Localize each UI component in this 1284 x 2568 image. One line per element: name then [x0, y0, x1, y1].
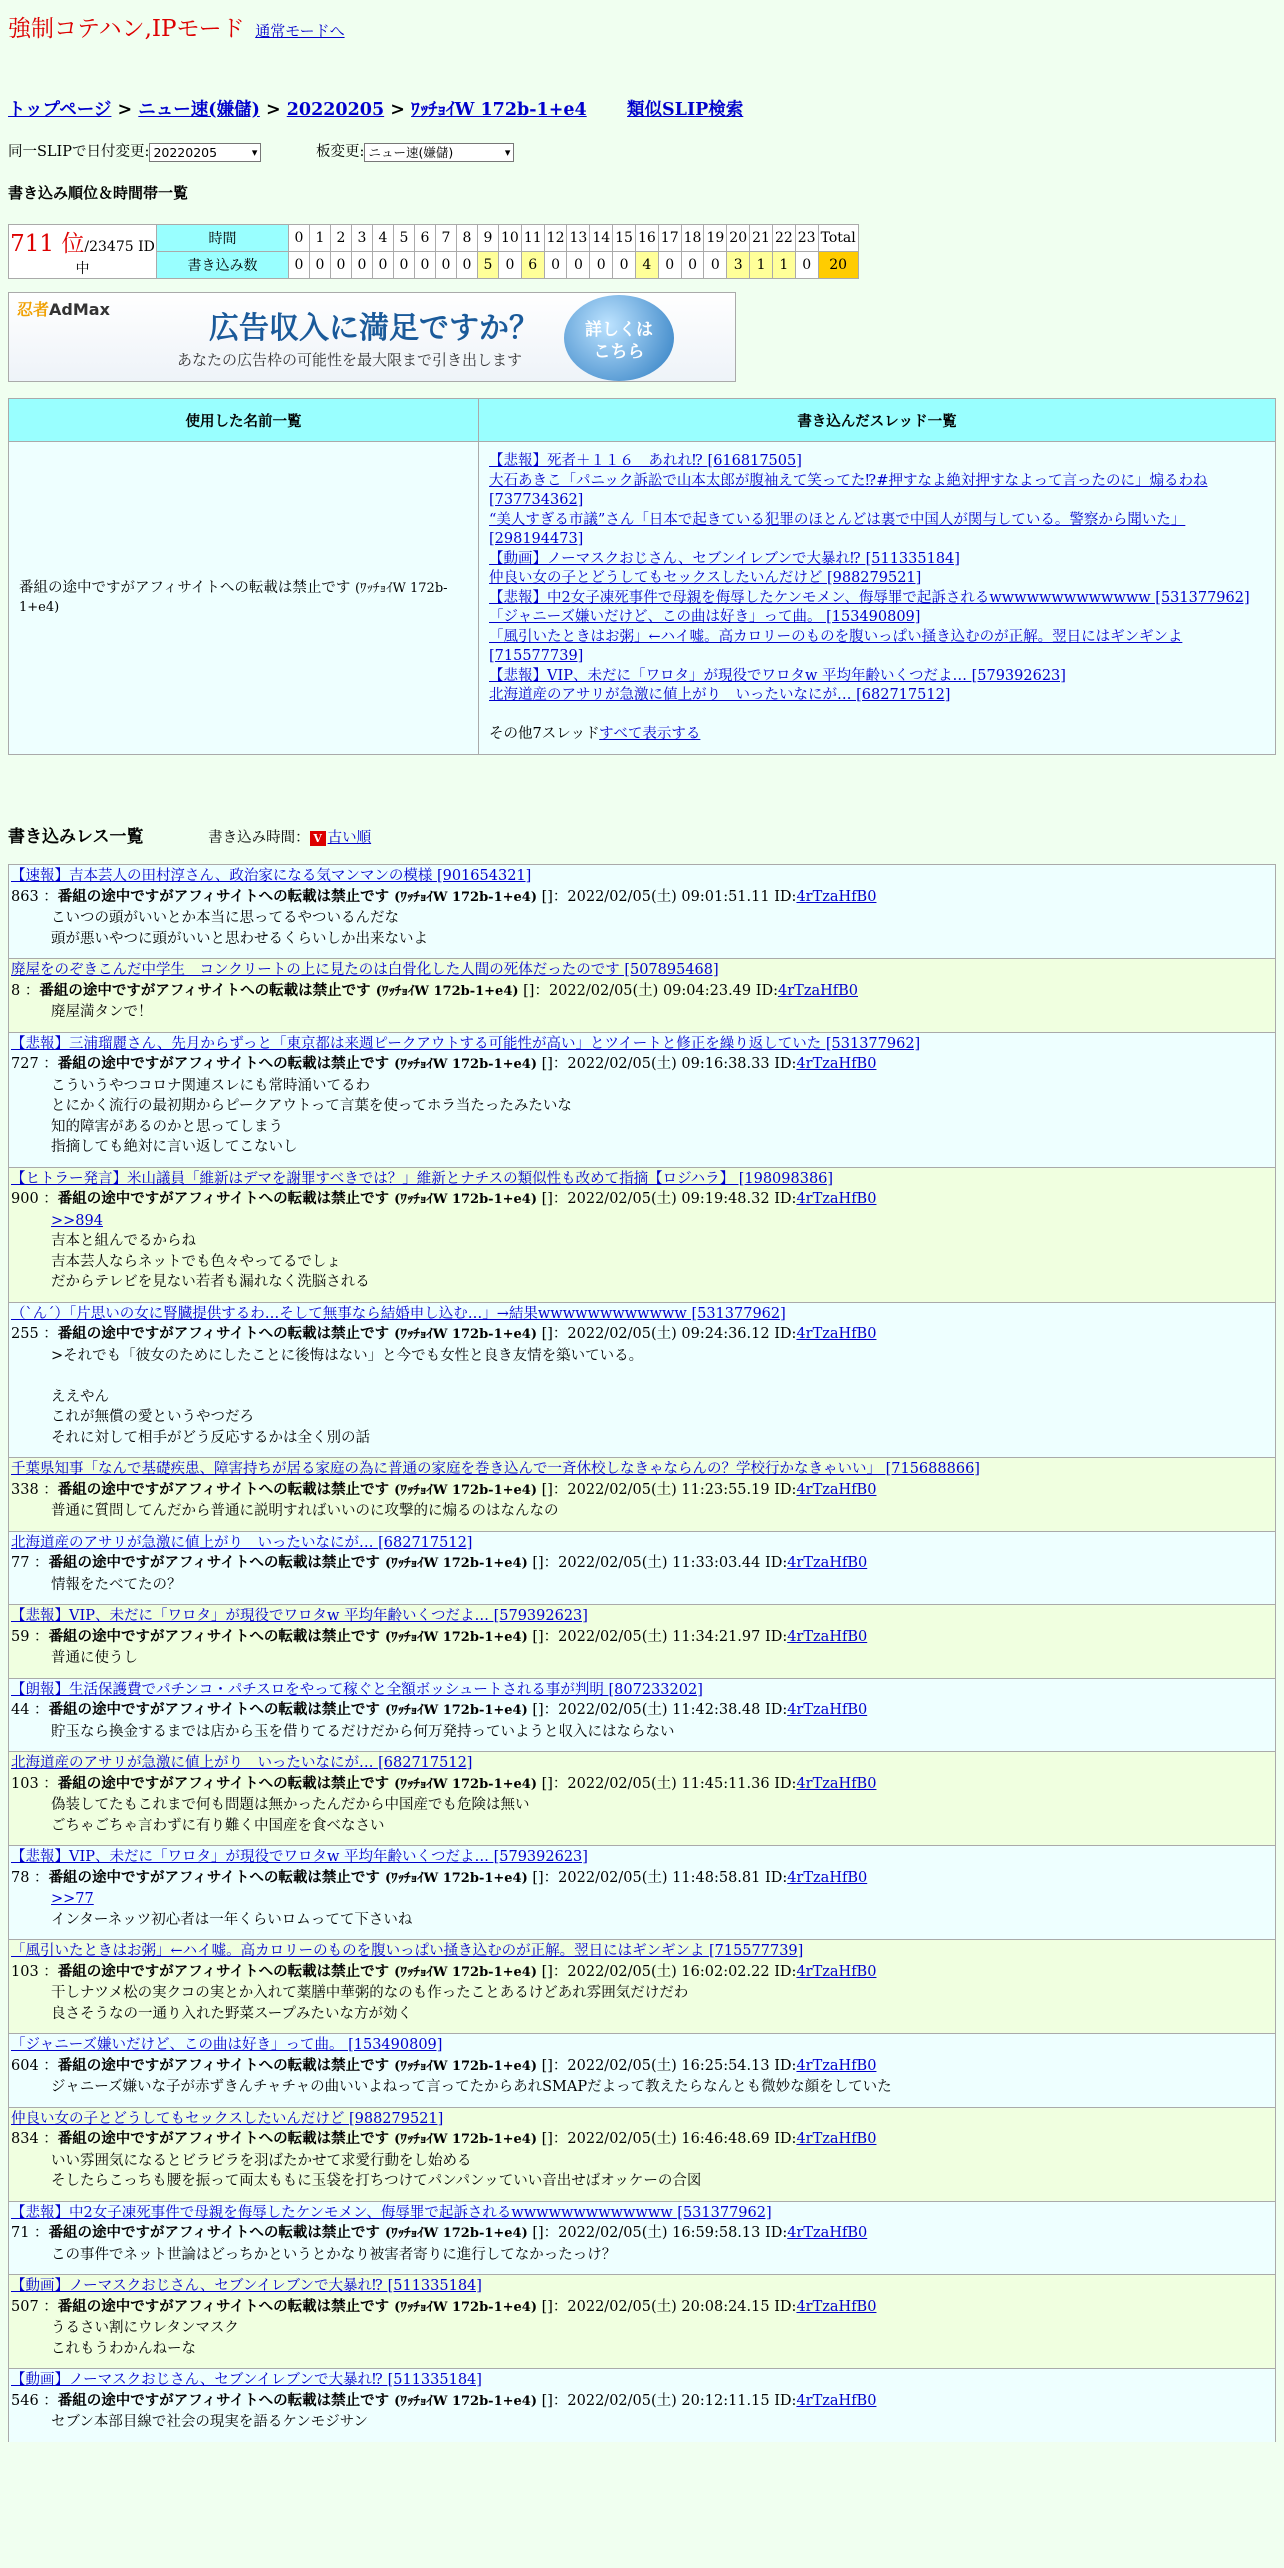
hour-cell: 2: [331, 225, 352, 252]
post-id-link[interactable]: 4rTzaHfB0: [796, 1056, 877, 1072]
post-id-link[interactable]: 4rTzaHfB0: [796, 2298, 877, 2315]
ad-brand: [17, 297, 110, 320]
post-thread-link[interactable]: 「ジャニーズ嫌いだけど、この曲は好き」って曲。 [153490809]: [11, 2037, 443, 2053]
post-ip: (ﾜｯﾁｮｲW 172b-1+e4): [394, 1482, 537, 1498]
post-id-link[interactable]: 4rTzaHfB0: [796, 2057, 877, 2074]
post-thread-link[interactable]: 【動画】ノーマスクおじさん、セブンイレブンで大暴れ⁉ [511335184]: [11, 2372, 482, 2388]
post-item: [8, 2201, 1276, 2275]
post-ip: (ﾜｯﾁｮｲW 172b-1+e4): [384, 2226, 528, 2241]
post-meta: [11, 2297, 1273, 2319]
post-body: 普通に使うし: [51, 1650, 138, 1666]
post-number: 338 ：: [11, 1481, 58, 1498]
post-ip: (ﾜｯﾁｮｲW 172b-1+e4): [384, 1556, 528, 1571]
res-header: [8, 822, 371, 847]
post-name: 番組の途中ですがアフィサイトへの転載は禁止です: [48, 1701, 385, 1718]
post-thread-link[interactable]: （`ん´）「片思いの女に腎臓提供するわ…そして無事なら結婚申し込む…」→結果wwwwwwwwwwww [531377962]: [11, 1305, 786, 1322]
post-ip: (ﾜｯﾁｮｲW 172b-1+e4): [384, 1870, 528, 1886]
post-body: >それでも「彼女のためにしたことに後悔はない」と今でも女性と良き友情を築いている。 ええやん これが無償の愛というやつだろ それに対して相手がどう反応するかは全く別の話: [51, 1347, 644, 1446]
post-number: 727 ：: [11, 1056, 58, 1072]
post-meta: [11, 1774, 1273, 1796]
breadcrumb-board[interactable]: ニュー速(嫌儲): [138, 100, 260, 120]
post-id-link[interactable]: 4rTzaHfB0: [796, 1963, 877, 1980]
count-cell: 0: [681, 252, 704, 279]
post-ip: (ﾜｯﾁｮｲW 172b-1+e4): [394, 1057, 537, 1072]
post-thread-link[interactable]: 【悲報】三浦瑠麗さん、先月からずっと「東京都は来週ピークアウトする可能性が高い」とツイートと修正を繰り返していた [531377962]: [11, 1035, 921, 1052]
post-thread-link[interactable]: 【速報】吉本芸人の田村淳さん、政治家になる気マンマンの模様 [901654321]: [11, 868, 532, 884]
similar-slip-search-link[interactable]: 類似SLIP検索: [627, 100, 744, 120]
count-label: 書き込み数: [157, 252, 289, 279]
hour-cell: 3: [352, 225, 373, 252]
date-select[interactable]: 20220205 ▾: [149, 143, 261, 162]
breadcrumb: [8, 96, 587, 121]
post-time: []：2022/02/05(土) 11:34:21.97 ID:: [527, 1628, 788, 1645]
post-name: 番組の途中ですがアフィサイトへの転載は禁止です: [48, 1868, 385, 1886]
post-time: []：2022/02/05(土) 09:04:23.49 ID:: [518, 982, 778, 999]
post-ip: (ﾜｯﾁｮｲW 172b-1+e4): [394, 2132, 537, 2147]
count-cell: 0: [394, 252, 415, 279]
hour-cell: 0: [289, 225, 310, 252]
post-body: こいつの頭がいいとか本当に思ってるやついるんだな 頭が悪いやつに頭がいいと思わせるくらいしか出来ないよ: [51, 910, 428, 947]
count-cell: 0: [613, 252, 636, 279]
count-cell: 3: [727, 252, 750, 279]
post-body: 干しナツメ松の実クコの実とか入れて薬膳中華粥的なのも作ったことあるけどあれ雰囲気だけだわ 良さそうなの一通り入れた野菜スープみたいな方が効く: [51, 1985, 689, 2022]
ad-cta-line1: 詳しくは: [585, 320, 653, 340]
post-body: >>894 吉本と組んでるからね 吉本芸人ならネットでも色々やってるでしょ だからテレビを見ない若者も漏れなく洗脳される: [51, 1212, 370, 1290]
breadcrumb-sep: >: [111, 100, 139, 120]
used-name: 番組の途中ですがアフィサイトへの転載は禁止です: [19, 579, 351, 596]
post-time: []：2022/02/05(土) 09:01:51.11 ID:: [536, 888, 797, 905]
threads-header: 書き込んだスレッド一覧: [479, 399, 1276, 442]
thread-link[interactable]: 「風引いたときはお粥」←ハイ嘘。高カロリーのものを腹いっぱい掻き込むのが正解。翌日にはギンギンよ [715577739]: [489, 628, 1183, 664]
hour-cell: 6: [415, 225, 436, 252]
post-time: []：2022/02/05(土) 20:12:11.15 ID:: [536, 2392, 797, 2409]
hour-cell: 12: [544, 225, 567, 252]
post-id-link[interactable]: 4rTzaHfB0: [796, 1326, 877, 1342]
post-thread-link[interactable]: 北海道産のアサリが急激に値上がり いったいなにが… [682717512]: [11, 1534, 473, 1551]
breadcrumb-slip[interactable]: ﾜｯﾁｮｲW 172b-1+e4: [411, 100, 587, 120]
post-item: [8, 1457, 1276, 1531]
hour-cell: 17: [658, 225, 681, 252]
order-label: 書き込み時間：: [208, 830, 310, 846]
post-thread-link[interactable]: 仲良い女の子とどうしてもセックスしたいんだけど [988279521]: [11, 2110, 444, 2127]
post-name: 番組の途中ですがアフィサイトへの転載は禁止です: [48, 2224, 385, 2241]
post-thread-link[interactable]: 【動画】ノーマスクおじさん、セブンイレブンで大暴れ⁉ [511335184]: [11, 2278, 482, 2294]
count-cell: 0: [658, 252, 681, 279]
post-body: 貯玉なら換金するまでは店から玉を借りてるだけだから何万発持っていようと収入にはならない: [51, 1723, 675, 1740]
hour-row: [9, 225, 859, 252]
thread-link[interactable]: 【悲報】中2女子凍死事件で母親を侮辱したケンモメン、侮辱罪で起訴されるwwwwwwwwwwwww [531377962]: [489, 589, 1250, 606]
hour-cell: 16: [635, 225, 658, 252]
ad-cta-line2: こちら: [593, 342, 645, 362]
count-cell: 0: [795, 252, 818, 279]
thread-link[interactable]: 【悲報】死者＋１１６ あれれ⁉ [616817505]: [489, 453, 802, 469]
count-cell: 0: [436, 252, 457, 279]
post-meta: [11, 1189, 1273, 1211]
hour-cell: 20: [727, 225, 750, 252]
post-meta: [11, 1324, 1273, 1346]
more-threads: [489, 725, 1265, 745]
post-name: 番組の途中ですがアフィサイトへの転載は禁止です: [48, 1627, 385, 1645]
post-item: [8, 2274, 1276, 2368]
hour-cell: 10: [499, 225, 522, 252]
post-thread-link[interactable]: 千葉県知事「なんで基礎疾患、障害持ちが居る家庭の為に普通の家庭を巻き込んで一斉休校しなきゃならんの？学校行かなきゃいい」 [715688866]: [11, 1461, 980, 1477]
post-time: []：2022/02/05(土) 16:59:58.13 ID:: [527, 2225, 788, 2241]
post-name: 番組の途中ですがアフィサイトへの転載は禁止です: [57, 1962, 395, 1980]
post-time: []：2022/02/05(土) 20:08:24.15 ID:: [536, 2298, 797, 2315]
count-cell: 0: [310, 252, 331, 279]
post-body: 普通に質問してんだから普通に説明すればいいのに攻撃的に煽るのはなんなの: [51, 1503, 559, 1519]
post-name: 番組の途中ですがアフィサイトへの転載は禁止です: [57, 2297, 395, 2315]
post-meta: [11, 2223, 1273, 2245]
post-number: 546 ：: [11, 2392, 58, 2409]
post-item: [8, 1302, 1276, 1458]
post-item: [8, 1531, 1276, 1605]
post-name: 番組の途中ですがアフィサイトへの転載は禁止です: [57, 2056, 395, 2074]
thread-link[interactable]: 大石あきこ「パニック訴訟で山本太郎が腹袖えて笑ってた⁉#押すなよ絶対押すなよって言ったのに」煽るわね [737734362]: [489, 472, 1208, 508]
post-number: 604 ：: [11, 2057, 58, 2074]
rank-cell: [9, 225, 157, 279]
post-item: [8, 1939, 1276, 2033]
hour-cell: 19: [704, 225, 727, 252]
thread-link[interactable]: 仲良い女の子とどうしてもセックスしたいんだけど [988279521]: [489, 570, 922, 586]
hour-cell: 23: [795, 225, 818, 252]
count-cell: 0: [590, 252, 613, 279]
post-number: 863 ：: [11, 888, 58, 905]
post-meta: [11, 981, 1273, 1003]
count-cell: 0: [704, 252, 727, 279]
ad-subtext: あなたの広告枠の可能性を最大限まで引き出します: [177, 351, 523, 369]
post-item: [8, 958, 1276, 1032]
board-select[interactable]: ニュー速(嫌儲) ▾: [364, 143, 514, 162]
post-thread-link[interactable]: 【ヒトラー発言】米山議員「維新はデマを謝罪すべきでは？」維新とナチスの類似性も改めて指摘【ロジハラ】 [198098386]: [11, 1170, 834, 1187]
post-meta: [11, 1553, 1273, 1575]
post-id-link[interactable]: 4rTzaHfB0: [787, 1555, 868, 1571]
reply-anchor-link[interactable]: >>894: [51, 1212, 103, 1229]
thread-links: [489, 452, 1265, 706]
post-time: []：2022/02/05(土) 09:16:38.33 ID:: [536, 1056, 797, 1072]
breadcrumb-sep: >: [384, 100, 411, 120]
post-body: 廃屋満タンで！: [51, 1004, 153, 1020]
post-time: []：2022/02/05(土) 11:23:55.19 ID:: [536, 1481, 797, 1498]
post-id-link[interactable]: 4rTzaHfB0: [787, 1628, 868, 1645]
post-ip: (ﾜｯﾁｮｲW 172b-1+e4): [394, 2058, 537, 2074]
hour-cell: Total: [818, 225, 858, 252]
thread-link[interactable]: 【動画】ノーマスクおじさん、セブンイレブンで大暴れ⁉ [511335184]: [489, 550, 960, 567]
post-number: 507 ：: [11, 2298, 58, 2315]
rank-value: 711 位: [10, 231, 85, 257]
used-name-ip: (ﾜｯﾁｮｲW 172b-1+e4): [19, 580, 448, 615]
post-name: 番組の途中ですがアフィサイトへの転載は禁止です: [57, 1325, 395, 1342]
count-cell: 0: [567, 252, 590, 279]
post-meta: [11, 1868, 1273, 1890]
filter-controls: [8, 140, 514, 162]
count-cell: 1: [750, 252, 773, 279]
ranking-table: [8, 224, 859, 279]
post-number: 900 ：: [11, 1191, 58, 1207]
hour-cell: 15: [613, 225, 636, 252]
count-cell: 0: [289, 252, 310, 279]
thread-link[interactable]: 【悲報】VIP、未だに「ワロタ」が現役でワロタw 平均年齢いくつだよ… [579392623]: [489, 667, 1066, 684]
summary-table: [8, 398, 1276, 755]
post-name: 番組の途中ですがアフィサイトへの転載は禁止です: [57, 1480, 395, 1498]
post-body: セブン本部目線で社会の現実を語るケンモジサン: [51, 2414, 368, 2430]
post-thread-link[interactable]: 廃屋をのぞきこんだ中学生 コンクリートの上に見たのは白骨化した人間の死体だったのです [507895468]: [11, 962, 719, 978]
hour-cell: 22: [772, 225, 795, 252]
post-time: []：2022/02/05(土) 09:24:36.12 ID:: [536, 1326, 797, 1342]
post-ip: (ﾜｯﾁｮｲW 172b-1+e4): [384, 1629, 528, 1645]
post-meta: [11, 1962, 1273, 1984]
post-id-link[interactable]: 4rTzaHfB0: [777, 982, 858, 999]
count-cell: 0: [373, 252, 394, 279]
count-cell: 0: [499, 252, 522, 279]
post-id-link[interactable]: 4rTzaHfB0: [796, 1191, 877, 1207]
post-name: 番組の途中ですがアフィサイトへの転載は禁止です: [57, 1774, 395, 1792]
count-cell: 5: [478, 252, 499, 279]
hour-cell: 21: [750, 225, 773, 252]
post-item: [8, 1032, 1276, 1167]
post-item: [8, 864, 1276, 958]
post-id-link[interactable]: 4rTzaHfB0: [796, 1775, 877, 1792]
post-number: 8 ：: [11, 982, 40, 999]
post-id-link[interactable]: 4rTzaHfB0: [787, 2225, 868, 2241]
hour-cell: 1: [310, 225, 331, 252]
post-id-link[interactable]: 4rTzaHfB0: [796, 2392, 877, 2409]
post-item: [8, 1751, 1276, 1845]
hour-cell: 18: [681, 225, 704, 252]
hour-cell: 5: [394, 225, 415, 252]
post-item: [8, 1678, 1276, 1752]
post-name: 番組の途中ですがアフィサイトへの転載は禁止です: [39, 981, 376, 999]
post-body: いい雰囲気になるとビラビラを羽ばたかせて求愛行動をし始める そしたらこっちも腰を振って両太ももに玉袋を打ちつけてパンパンッていい音出せばオッケーの合図: [51, 2152, 702, 2189]
post-meta: [11, 887, 1273, 909]
post-number: 71 ：: [11, 2225, 49, 2241]
post-body: この事件でネット世論はどっちかというとかなり被害者寄りに進行してなかったっけ？: [51, 2246, 617, 2263]
thread-list: [479, 442, 1276, 755]
post-number: 78 ：: [11, 1869, 49, 1886]
thread-link[interactable]: 「ジャニーズ嫌いだけど、この曲は好き」って曲。 [153490809]: [489, 609, 921, 625]
count-cell: 0: [544, 252, 567, 279]
count-cell: 0: [331, 252, 352, 279]
count-cell: 4: [635, 252, 658, 279]
post-item: [8, 2033, 1276, 2107]
breadcrumb-sep: >: [259, 100, 287, 120]
post-time: []：2022/02/05(土) 16:02:02.22 ID:: [536, 1963, 797, 1980]
ad-cta-button[interactable]: [564, 295, 674, 381]
count-cell: 0: [415, 252, 436, 279]
post-number: 834 ：: [11, 2131, 58, 2147]
post-meta: [11, 1480, 1273, 1502]
post-time: []：2022/02/05(土) 11:48:58.81 ID:: [527, 1869, 788, 1886]
sort-icon[interactable]: V: [310, 831, 326, 846]
post-item: [8, 1604, 1276, 1678]
hour-cell: 9: [478, 225, 499, 252]
post-item: [8, 2107, 1276, 2201]
post-number: 59 ：: [11, 1628, 49, 1645]
post-item: [8, 2368, 1276, 2442]
reply-anchor-link[interactable]: >>77: [51, 1891, 94, 1907]
total-count-cell: 20: [818, 252, 858, 279]
post-meta: [11, 2129, 1273, 2151]
ad-banner[interactable]: [8, 292, 736, 382]
res-title: 書き込みレス一覧: [8, 827, 144, 847]
hour-cell: 13: [567, 225, 590, 252]
post-name: 番組の途中ですがアフィサイトへの転載は禁止です: [57, 2130, 395, 2147]
name-list: [9, 442, 479, 755]
board-change-label: 板変更:: [316, 144, 365, 160]
post-number: 103 ：: [11, 1963, 58, 1980]
ad-headline: 広告収入に満足ですか？: [209, 311, 539, 346]
post-time: []：2022/02/05(土) 16:46:48.69 ID:: [536, 2131, 797, 2147]
post-body: ジャニーズ嫌いな子が赤ずきんチャチャの曲いいよねって言ってたからあれSMAPだよって教えたらなんとも微妙な顔をしていた: [51, 2079, 892, 2095]
post-meta: [11, 2391, 1273, 2413]
sort-oldest-link[interactable]: 古い順: [327, 830, 372, 846]
post-ip: (ﾜｯﾁｮｲW 172b-1+e4): [375, 983, 519, 999]
post-ip: (ﾜｯﾁｮｲW 172b-1+e4): [394, 1964, 537, 1980]
post-id-link[interactable]: 4rTzaHfB0: [787, 1869, 868, 1886]
post-meta: [11, 1700, 1273, 1722]
post-ip: (ﾜｯﾁｮｲW 172b-1+e4): [394, 2299, 537, 2315]
post-id-link[interactable]: 4rTzaHfB0: [796, 888, 877, 905]
post-name: 番組の途中ですがアフィサイトへの転載は禁止です: [57, 1190, 395, 1207]
post-id-link[interactable]: 4rTzaHfB0: [796, 2131, 877, 2147]
ad-brand-a: 忍者: [17, 300, 50, 319]
breadcrumb-date[interactable]: 20220205: [286, 100, 385, 120]
ranking-title: 書き込み順位＆時間帯一覧: [8, 184, 189, 202]
post-thread-link[interactable]: 【朗報】生活保護費でパチンコ・パチスロをやって稼ぐと全額ボッシュートされる事が判明 [807233202]: [11, 1681, 703, 1698]
post-id-link[interactable]: 4rTzaHfB0: [787, 1702, 868, 1718]
hour-cell: 14: [590, 225, 613, 252]
post-id-link[interactable]: 4rTzaHfB0: [796, 1481, 877, 1498]
count-cell: 1: [772, 252, 795, 279]
breadcrumb-home[interactable]: トップページ: [8, 100, 112, 120]
hour-cell: 11: [521, 225, 544, 252]
normal-mode-link[interactable]: 通常モードへ: [255, 22, 345, 40]
post-time: []：2022/02/05(土) 11:33:03.44 ID:: [527, 1555, 788, 1571]
thread-link[interactable]: 北海道産のアサリが急激に値上がり いったいなにが… [682717512]: [489, 687, 951, 703]
hour-cell: 8: [457, 225, 478, 252]
post-name: 番組の途中ですがアフィサイトへの転載は禁止です: [57, 887, 395, 905]
count-cell: 0: [352, 252, 373, 279]
hour-cell: 4: [373, 225, 394, 252]
post-time: []：2022/02/05(土) 09:19:48.32 ID:: [536, 1191, 797, 1207]
post-list: [8, 864, 1276, 2442]
post-meta: [11, 2056, 1273, 2078]
rank-total: /23475 ID中: [75, 239, 155, 277]
post-body: うるさい割にウレタンマスク これもうわかんねーな: [51, 2320, 239, 2357]
show-all-threads-link[interactable]: すべて表示する: [599, 725, 701, 742]
post-thread-link[interactable]: 「風引いたときはお粥」←ハイ嘘。高カロリーのものを腹いっぱい掻き込むのが正解。翌日にはギンギンよ [715577739]: [11, 1943, 804, 1959]
post-body: 偽装してたもこれまで何も問題は無かったんだから中国産でも危険は無い ごちゃごちゃ言わずに有り難く中国産を食べなさい: [51, 1797, 530, 1834]
post-body: 情報をたべてたの？: [51, 1576, 182, 1593]
post-name: 番組の途中ですがアフィサイトへの転載は禁止です: [57, 2391, 395, 2409]
post-number: 255 ：: [11, 1326, 58, 1342]
hour-cell: 7: [436, 225, 457, 252]
post-thread-link[interactable]: 【悲報】VIP、未だに「ワロタ」が現役でワロタw 平均年齢いくつだよ… [579392623]: [11, 1849, 588, 1865]
post-number: 77 ：: [11, 1555, 49, 1571]
hour-label: 時間: [157, 225, 289, 252]
date-change-label: 同一SLIPで日付変更:: [8, 144, 150, 160]
post-ip: (ﾜｯﾁｮｲW 172b-1+e4): [394, 1327, 537, 1342]
post-thread-link[interactable]: 【悲報】VIP、未だに「ワロタ」が現役でワロタw 平均年齢いくつだよ… [579392623]: [11, 1608, 588, 1624]
mode-header: [8, 10, 345, 43]
post-item: [8, 1167, 1276, 1302]
post-name: 番組の途中ですがアフィサイトへの転載は禁止です: [57, 1055, 395, 1072]
count-cell: 0: [457, 252, 478, 279]
count-cell: 6: [521, 252, 544, 279]
post-thread-link[interactable]: 北海道産のアサリが急激に値上がり いったいなにが… [682717512]: [11, 1755, 473, 1771]
post-time: []：2022/02/05(土) 11:42:38.48 ID:: [527, 1702, 788, 1718]
post-meta: [11, 1054, 1273, 1076]
post-number: 44 ：: [11, 1702, 49, 1718]
post-time: []：2022/02/05(土) 16:25:54.13 ID:: [536, 2057, 797, 2074]
post-ip: (ﾜｯﾁｮｲW 172b-1+e4): [394, 889, 537, 905]
names-header: 使用した名前一覧: [9, 399, 479, 442]
post-name: 番組の途中ですがアフィサイトへの転載は禁止です: [48, 1554, 385, 1571]
post-thread-link[interactable]: 【悲報】中2女子凍死事件で母親を侮辱したケンモメン、侮辱罪で起訴されるwwwwwwwwwwwww [531377962]: [11, 2204, 772, 2221]
more-threads-label: その他7スレッド: [489, 725, 600, 742]
post-ip: (ﾜｯﾁｮｲW 172b-1+e4): [394, 1776, 537, 1792]
post-ip: (ﾜｯﾁｮｲW 172b-1+e4): [394, 2393, 537, 2409]
post-item: [8, 1845, 1276, 1939]
post-body: >>77 インターネッツ初心者は一年くらいロムってて下さいね: [51, 1891, 413, 1928]
post-ip: (ﾜｯﾁｮｲW 172b-1+e4): [384, 1703, 528, 1718]
post-ip: (ﾜｯﾁｮｲW 172b-1+e4): [394, 1192, 537, 1207]
post-meta: [11, 1627, 1273, 1649]
forced-mode-label: 強制コテハン,IPモード: [8, 16, 245, 42]
post-body: こういうやつコロナ関連スレにも常時涌いてるわ とにかく流行の最初期からピークアウトって言葉を使ってホラ当たったみたいな 知的障害があるのかと思ってしまう 指摘しても絶対に言い返してこないし: [51, 1077, 572, 1155]
ad-brand-b: AdMax: [49, 300, 110, 319]
thread-link[interactable]: “美人すぎる市議”さん「日本で起きている犯罪のほとんどは裏で中国人が関与している。警察から聞いた」 [298194473]: [489, 511, 1186, 547]
post-time: []：2022/02/05(土) 11:45:11.36 ID:: [536, 1775, 797, 1792]
post-number: 103 ：: [11, 1775, 58, 1792]
